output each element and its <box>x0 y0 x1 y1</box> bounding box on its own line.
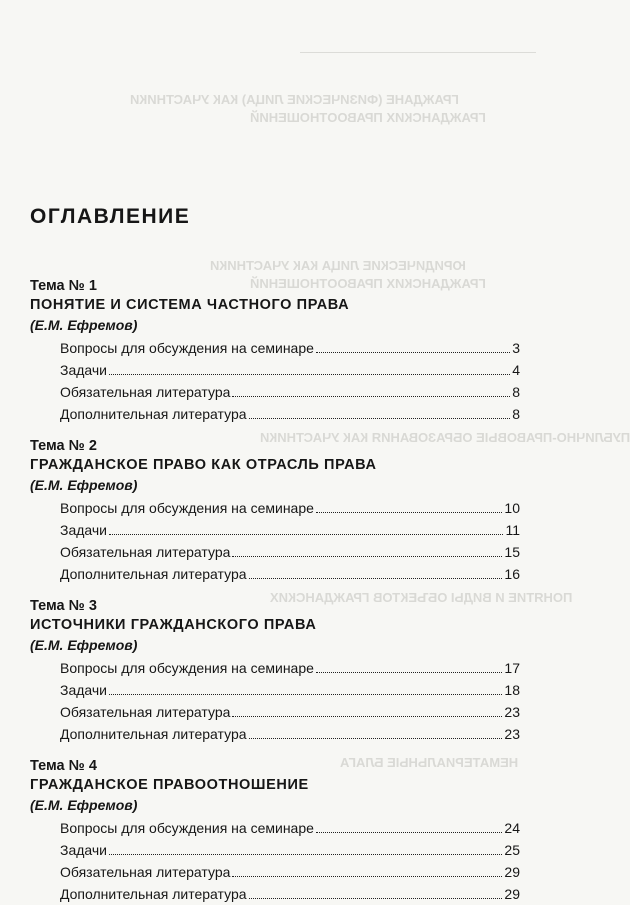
section-title: ИСТОЧНИКИ ГРАЖДАНСКОГО ПРАВА <box>30 617 317 633</box>
table-of-contents <box>30 205 520 905</box>
entry-page-number: 29 <box>504 886 520 902</box>
toc-section <box>30 757 520 905</box>
entry-page-number: 24 <box>504 820 520 836</box>
toc-entry[interactable] <box>60 337 520 359</box>
dot-leader <box>316 352 510 353</box>
toc-entry[interactable] <box>60 657 520 679</box>
toc-entry[interactable] <box>60 883 520 905</box>
toc-entry[interactable] <box>60 403 520 425</box>
entry-page-number: 15 <box>504 544 520 560</box>
toc-entry[interactable] <box>60 519 520 541</box>
toc-entry[interactable] <box>60 839 520 861</box>
entry-page-number: 29 <box>504 864 520 880</box>
entry-label: Обязательная литература <box>60 544 231 560</box>
entry-label: Обязательная литература <box>60 864 231 880</box>
toc-entry[interactable] <box>60 861 520 883</box>
entry-label: Дополнительная литература <box>60 886 247 902</box>
entry-label: Дополнительная литература <box>60 406 247 422</box>
section-title: ГРАЖДАНСКОЕ ПРАВООТНОШЕНИЕ <box>30 777 309 793</box>
entry-page-number: 8 <box>512 406 520 422</box>
section-theme: Тема № 4 <box>30 758 97 774</box>
entry-page-number: 16 <box>504 566 520 582</box>
entry-label: Вопросы для обсуждения на семинаре <box>60 820 314 836</box>
section-author: (Е.М. Ефремов) <box>30 797 138 813</box>
entry-label: Обязательная литература <box>60 704 231 720</box>
section-title: ПОНЯТИЕ И СИСТЕМА ЧАСТНОГО ПРАВА <box>30 297 350 313</box>
entry-page-number: 8 <box>512 384 520 400</box>
dot-leader <box>109 374 510 375</box>
entry-label: Задачи <box>60 842 108 858</box>
dot-leader <box>109 694 502 695</box>
entry-label: Задачи <box>60 362 108 378</box>
entry-label: Дополнительная литература <box>60 726 247 742</box>
dot-leader <box>249 738 503 739</box>
entry-page-number: 3 <box>512 340 520 356</box>
dot-leader <box>232 716 502 717</box>
toc-entry[interactable] <box>60 563 520 585</box>
section-theme: Тема № 3 <box>30 598 97 614</box>
toc-entry[interactable] <box>60 679 520 701</box>
toc-entry[interactable] <box>60 359 520 381</box>
entry-label: Вопросы для обсуждения на семинаре <box>60 340 314 356</box>
entry-page-number: 23 <box>504 726 520 742</box>
entry-page-number: 17 <box>504 660 520 676</box>
toc-entry[interactable] <box>60 817 520 839</box>
dot-leader <box>316 672 503 673</box>
toc-section <box>30 597 520 745</box>
dot-leader <box>109 854 502 855</box>
toc-entry[interactable] <box>60 381 520 403</box>
entry-label: Задачи <box>60 522 108 538</box>
dot-leader <box>232 556 502 557</box>
toc-entry[interactable] <box>60 701 520 723</box>
entry-page-number: 23 <box>504 704 520 720</box>
toc-section <box>30 277 520 425</box>
section-title: ГРАЖДАНСКОЕ ПРАВО КАК ОТРАСЛЬ ПРАВА <box>30 457 377 473</box>
section-author: (Е.М. Ефремов) <box>30 317 138 333</box>
entry-label: Дополнительная литература <box>60 566 247 582</box>
dot-leader <box>232 396 510 397</box>
toc-entry[interactable] <box>60 497 520 519</box>
toc-entry[interactable] <box>60 723 520 745</box>
entry-label: Вопросы для обсуждения на семинаре <box>60 660 314 676</box>
toc-section <box>30 437 520 585</box>
entry-page-number: 18 <box>504 682 520 698</box>
dot-leader <box>249 898 503 899</box>
entry-page-number: 4 <box>512 362 520 378</box>
section-author: (Е.М. Ефремов) <box>30 477 138 493</box>
entry-page-number: 11 <box>505 522 520 538</box>
section-theme: Тема № 2 <box>30 438 97 454</box>
entry-label: Обязательная литература <box>60 384 231 400</box>
section-theme: Тема № 1 <box>30 278 97 294</box>
toc-sections <box>30 277 520 905</box>
dot-leader <box>249 418 511 419</box>
dot-leader <box>109 534 503 535</box>
toc-entry[interactable] <box>60 541 520 563</box>
dot-leader <box>249 578 503 579</box>
dot-leader <box>316 512 503 513</box>
section-author: (Е.М. Ефремов) <box>30 637 138 653</box>
toc-title: ОГЛАВЛЕНИЕ <box>30 205 191 228</box>
dot-leader <box>316 832 503 833</box>
entry-label: Задачи <box>60 682 108 698</box>
entry-label: Вопросы для обсуждения на семинаре <box>60 500 314 516</box>
entry-page-number: 25 <box>504 842 520 858</box>
dot-leader <box>232 876 502 877</box>
entry-page-number: 10 <box>504 500 520 516</box>
